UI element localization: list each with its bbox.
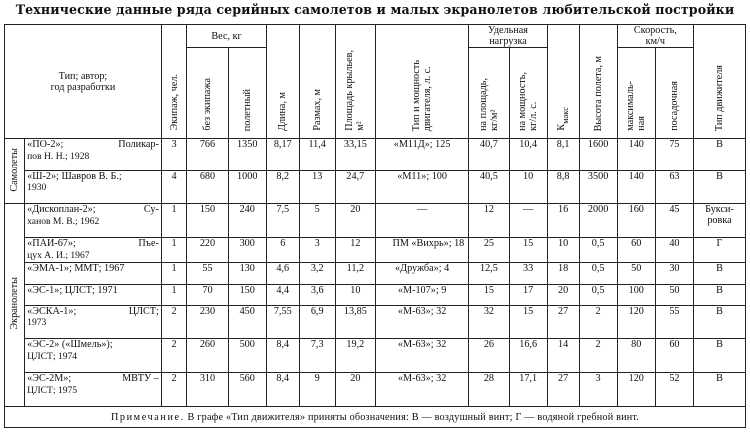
table-row	[5, 170, 746, 204]
cell-v-land: 63	[655, 170, 693, 204]
cell-area: 20	[335, 204, 375, 238]
cell-v-land: 30	[655, 263, 693, 284]
group-label: Самолеты	[5, 139, 25, 204]
cell-load-power: 17,1	[509, 373, 547, 407]
cell-v-max: 160	[617, 204, 655, 238]
cell-engine: «М-107»; 9	[375, 284, 468, 305]
cell-crew: 2	[161, 373, 186, 407]
cell-load-area: 25	[469, 238, 509, 263]
cell-engine: «М11Д»; 125	[375, 139, 468, 171]
cell-span: 7,3	[299, 339, 335, 373]
cell-load-area: 15	[469, 284, 509, 305]
cell-kmax: 8,8	[547, 170, 579, 204]
cell-propulsion: В	[693, 305, 745, 339]
cell-propulsion: Букси- ровка	[693, 204, 745, 238]
cell-crew: 2	[161, 305, 186, 339]
cell-alt: 0,5	[579, 284, 617, 305]
cell-span: 5	[299, 204, 335, 238]
header-wing-area: Площадь крыльев, м²	[335, 25, 375, 139]
cell-v-max: 120	[617, 305, 655, 339]
cell-propulsion: В	[693, 170, 745, 204]
header-propulsion: Тип движителя	[693, 25, 745, 139]
cell-w-flight: 300	[228, 238, 266, 263]
cell-type: «ЭМА-1»; ММТ; 1967	[25, 263, 162, 284]
cell-span: 13	[299, 170, 335, 204]
cell-span: 3,6	[299, 284, 335, 305]
cell-kmax: 14	[547, 339, 579, 373]
cell-kmax: 10	[547, 238, 579, 263]
group-label: Экранолеты	[5, 204, 25, 407]
cell-w-flight: 560	[228, 373, 266, 407]
cell-alt: 0,5	[579, 263, 617, 284]
cell-w-empty: 310	[187, 373, 228, 407]
cell-type: «Ш-2»; Шавров В. Б.; 1930	[25, 170, 162, 204]
cell-kmax: 27	[547, 305, 579, 339]
cell-crew: 3	[161, 139, 186, 171]
cell-propulsion: В	[693, 339, 745, 373]
cell-load-area: 26	[469, 339, 509, 373]
cell-load-power: 17	[509, 284, 547, 305]
table-row	[5, 305, 746, 339]
cell-area: 10	[335, 284, 375, 305]
cell-w-empty: 766	[187, 139, 228, 171]
cell-alt: 2	[579, 305, 617, 339]
cell-length: 7,55	[266, 305, 299, 339]
table-row	[5, 284, 746, 305]
cell-w-flight: 450	[228, 305, 266, 339]
cell-length: 4,6	[266, 263, 299, 284]
cell-length: 8,4	[266, 339, 299, 373]
cell-area: 12	[335, 238, 375, 263]
cell-kmax: 16	[547, 204, 579, 238]
cell-alt: 3	[579, 373, 617, 407]
cell-span: 3,2	[299, 263, 335, 284]
header-speed: Скорость, км/ч	[617, 25, 693, 48]
cell-load-power: 15	[509, 305, 547, 339]
table-row	[5, 339, 746, 373]
header-weight-empty: без экипажа	[187, 48, 228, 139]
cell-load-area: 40,7	[469, 139, 509, 171]
cell-type: «ЭС-2М»; МВТУ – ЦЛСТ; 1975	[25, 373, 162, 407]
cell-length: 6	[266, 238, 299, 263]
header-kmax: $К_{макс}$	[547, 25, 579, 139]
cell-load-power: 16,6	[509, 339, 547, 373]
cell-load-area: 32	[469, 305, 509, 339]
cell-area: 13,85	[335, 305, 375, 339]
cell-kmax: 27	[547, 373, 579, 407]
cell-load-power: 10	[509, 170, 547, 204]
cell-span: 11,4	[299, 139, 335, 171]
cell-w-empty: 230	[187, 305, 228, 339]
cell-engine: —	[375, 204, 468, 238]
cell-v-max: 140	[617, 170, 655, 204]
cell-load-power: 33	[509, 263, 547, 284]
cell-w-empty: 680	[187, 170, 228, 204]
header-weight-flight: полетный	[228, 48, 266, 139]
cell-v-max: 50	[617, 263, 655, 284]
cell-engine: «М11»; 100	[375, 170, 468, 204]
cell-area: 19,2	[335, 339, 375, 373]
cell-length: 4,4	[266, 284, 299, 305]
cell-crew: 2	[161, 339, 186, 373]
cell-crew: 1	[161, 263, 186, 284]
cell-length: 7,5	[266, 204, 299, 238]
header-engine: Тип и мощность двигателя, л. с.	[375, 25, 468, 139]
cell-w-empty: 70	[187, 284, 228, 305]
cell-crew: 1	[161, 204, 186, 238]
cell-type: «ПАИ-67»; Пъе- цух А. И.; 1967	[25, 238, 162, 263]
cell-engine: «М-63»; 32	[375, 305, 468, 339]
cell-load-area: 12	[469, 204, 509, 238]
cell-span: 6,9	[299, 305, 335, 339]
cell-area: 20	[335, 373, 375, 407]
cell-type: «Дископлан-2»; Су- ханов М. В.; 1962	[25, 204, 162, 238]
cell-kmax: 8,1	[547, 139, 579, 171]
cell-w-empty: 220	[187, 238, 228, 263]
table-row	[5, 263, 746, 284]
cell-engine: ПМ «Вихрь»; 18	[375, 238, 468, 263]
cell-type: «ЭСКА-1»; ЦЛСТ; 1973	[25, 305, 162, 339]
cell-engine: «М-63»; 32	[375, 339, 468, 373]
cell-w-empty: 55	[187, 263, 228, 284]
cell-length: 8,2	[266, 170, 299, 204]
header-span: Размах, м	[299, 25, 335, 139]
cell-load-power: —	[509, 204, 547, 238]
cell-alt: 2	[579, 339, 617, 373]
cell-kmax: 18	[547, 263, 579, 284]
header-specific-load: Удельная нагрузка	[469, 25, 547, 48]
cell-span: 9	[299, 373, 335, 407]
cell-alt: 1600	[579, 139, 617, 171]
header-speed-landing: посадочная	[655, 48, 693, 139]
table-title: Технические данные ряда серийных самолетов и малых экранолетов любительской постройки	[15, 2, 735, 17]
table-row	[5, 139, 746, 171]
cell-alt: 3500	[579, 170, 617, 204]
cell-load-power: 15	[509, 238, 547, 263]
cell-v-land: 60	[655, 339, 693, 373]
cell-v-max: 100	[617, 284, 655, 305]
cell-w-empty: 260	[187, 339, 228, 373]
cell-w-flight: 240	[228, 204, 266, 238]
cell-load-area: 28	[469, 373, 509, 407]
cell-v-land: 55	[655, 305, 693, 339]
table-row	[5, 373, 746, 407]
cell-w-flight: 1000	[228, 170, 266, 204]
cell-propulsion: В	[693, 373, 745, 407]
cell-w-flight: 1350	[228, 139, 266, 171]
cell-propulsion: Г	[693, 238, 745, 263]
header-type: Тип; автор; год разработки	[5, 25, 162, 139]
header-altitude: Высота полета, м	[579, 25, 617, 139]
cell-alt: 2000	[579, 204, 617, 238]
cell-type: «ЭС-1»; ЦЛСТ; 1971	[25, 284, 162, 305]
cell-type: «ПО-2»; Поликар- пов Н. Н.; 1928	[25, 139, 162, 171]
cell-propulsion: В	[693, 139, 745, 171]
cell-crew: 1	[161, 238, 186, 263]
table-row	[5, 204, 746, 238]
header-speed-max: максималь- ная	[617, 48, 655, 139]
cell-v-land: 50	[655, 284, 693, 305]
cell-v-land: 52	[655, 373, 693, 407]
cell-length: 8,4	[266, 373, 299, 407]
cell-w-flight: 130	[228, 263, 266, 284]
tech-data-table	[4, 24, 746, 428]
cell-v-max: 60	[617, 238, 655, 263]
cell-propulsion: В	[693, 284, 745, 305]
cell-alt: 0,5	[579, 238, 617, 263]
cell-v-max: 80	[617, 339, 655, 373]
cell-w-empty: 150	[187, 204, 228, 238]
header-load-power: на мощность, кг/л. с.	[509, 48, 547, 139]
cell-load-area: 12,5	[469, 263, 509, 284]
header-load-area: на площадь, кг/м²	[469, 48, 509, 139]
cell-v-land: 40	[655, 238, 693, 263]
cell-area: 24,7	[335, 170, 375, 204]
header-length: Длина, м	[266, 25, 299, 139]
cell-w-flight: 500	[228, 339, 266, 373]
cell-type: «ЭС-2» («Шмель»); ЦЛСТ; 1974	[25, 339, 162, 373]
header-weight: Вес, кг	[187, 25, 267, 48]
cell-load-power: 10,4	[509, 139, 547, 171]
table-note: Примечание. В графе «Тип движителя» приняты обозначения: В — воздушный винт; Г — водяной гребной винт.	[5, 407, 746, 428]
cell-span: 3	[299, 238, 335, 263]
cell-propulsion: В	[693, 263, 745, 284]
cell-area: 11,2	[335, 263, 375, 284]
cell-v-max: 140	[617, 139, 655, 171]
cell-load-area: 40,5	[469, 170, 509, 204]
cell-length: 8,17	[266, 139, 299, 171]
cell-v-land: 45	[655, 204, 693, 238]
cell-kmax: 20	[547, 284, 579, 305]
cell-v-land: 75	[655, 139, 693, 171]
cell-crew: 4	[161, 170, 186, 204]
cell-v-max: 120	[617, 373, 655, 407]
header-crew: Экипаж, чел.	[161, 25, 186, 139]
cell-engine: «Дружба»; 4	[375, 263, 468, 284]
cell-area: 33,15	[335, 139, 375, 171]
table-row	[5, 238, 746, 263]
cell-engine: «М-63»; 32	[375, 373, 468, 407]
cell-w-flight: 150	[228, 284, 266, 305]
cell-crew: 1	[161, 284, 186, 305]
